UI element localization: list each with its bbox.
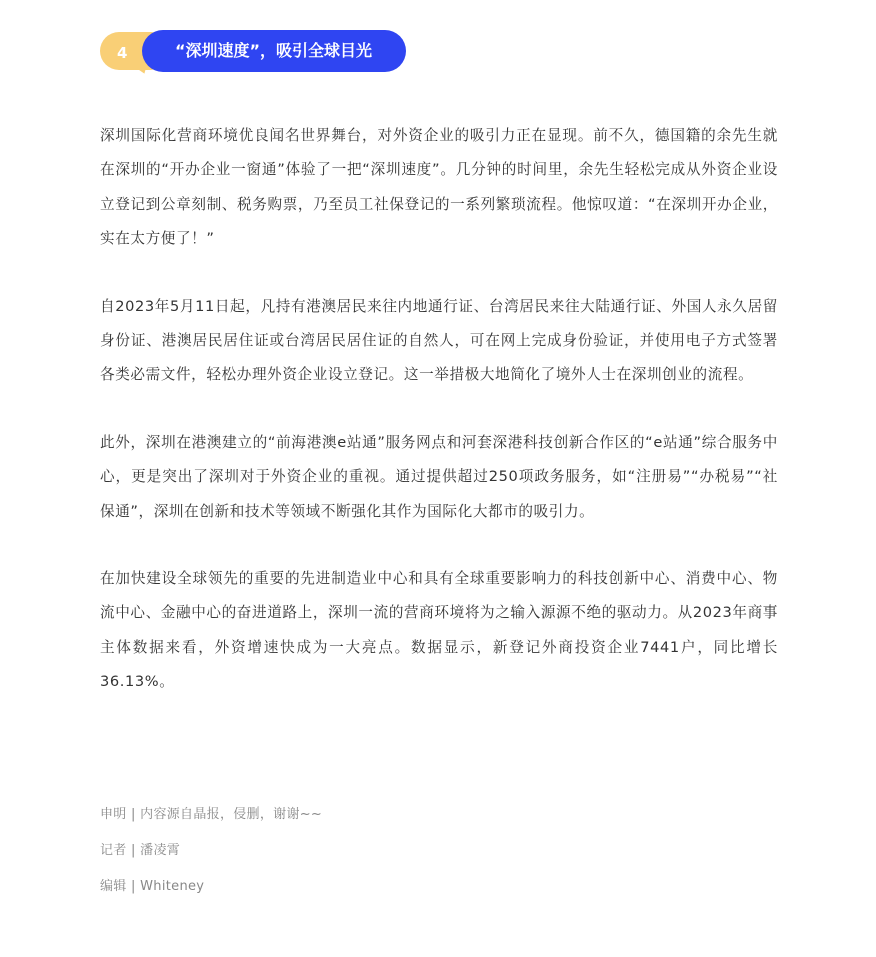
- credit-reporter: 记者 | 潘凌霄: [100, 843, 181, 858]
- section-header: [100, 30, 410, 74]
- paragraph-3: 此外，深圳在港澳建立的“前海港澳e站通”服务网点和河套深港科技创新合作区的“e站通”综合服务中心，更是突出了深圳对于外资企业的重视。通过提供超过250项政务服务，如“注册易”“办税易”“社保通”，深圳在创新和技术等领域不断强化其作为国际化大都市的吸引力。: [100, 433, 778, 520]
- paragraph-1: 深圳国际化营商环境优良闻名世界舞台，对外资企业的吸引力正在显现。前不久，德国籍的余先生就在深圳的“开办企业一窗通”体验了一把“深圳速度”。几分钟的时间里，余先生轻松完成从外资企业设立登记到公章刻制、税务购票，乃至员工社保登记的一系列繁琐流程。他惊叹道：“在深圳开办企业，实在太方便了！”: [100, 127, 778, 248]
- paragraph-4: 在加快建设全球领先的重要的先进制造业中心和具有全球重要影响力的科技创新中心、消费中心、物流中心、金融中心的奋进道路上，深圳一流的营商环境将为之输入源源不绝的驱动力。从2023年商事主体数据来看，外资增速快成为一大亮点。数据显示，新登记外商投资企业7441户，同比增长36.13%。: [100, 570, 778, 691]
- section-number: 4: [117, 44, 128, 62]
- article-body: [100, 119, 778, 733]
- section-title: “深圳速度”，吸引全球目光: [142, 30, 406, 72]
- credits: [100, 797, 700, 905]
- credit-statement: 申明 | 内容源自晶报，侵删，谢谢~~: [100, 807, 323, 822]
- paragraph-2: 自2023年5月11日起，凡持有港澳居民来往内地通行证、台湾居民来往大陆通行证、外国人永久居留身份证、港澳居民居住证或台湾居民居住证的自然人，可在网上完成身份验证，并使用电子方式签署各类必需文件，轻松办理外资企业设立登记。这一举措极大地简化了境外人士在深圳创业的流程。: [100, 297, 778, 384]
- credit-editor: 编辑 | Whiteney: [100, 879, 205, 894]
